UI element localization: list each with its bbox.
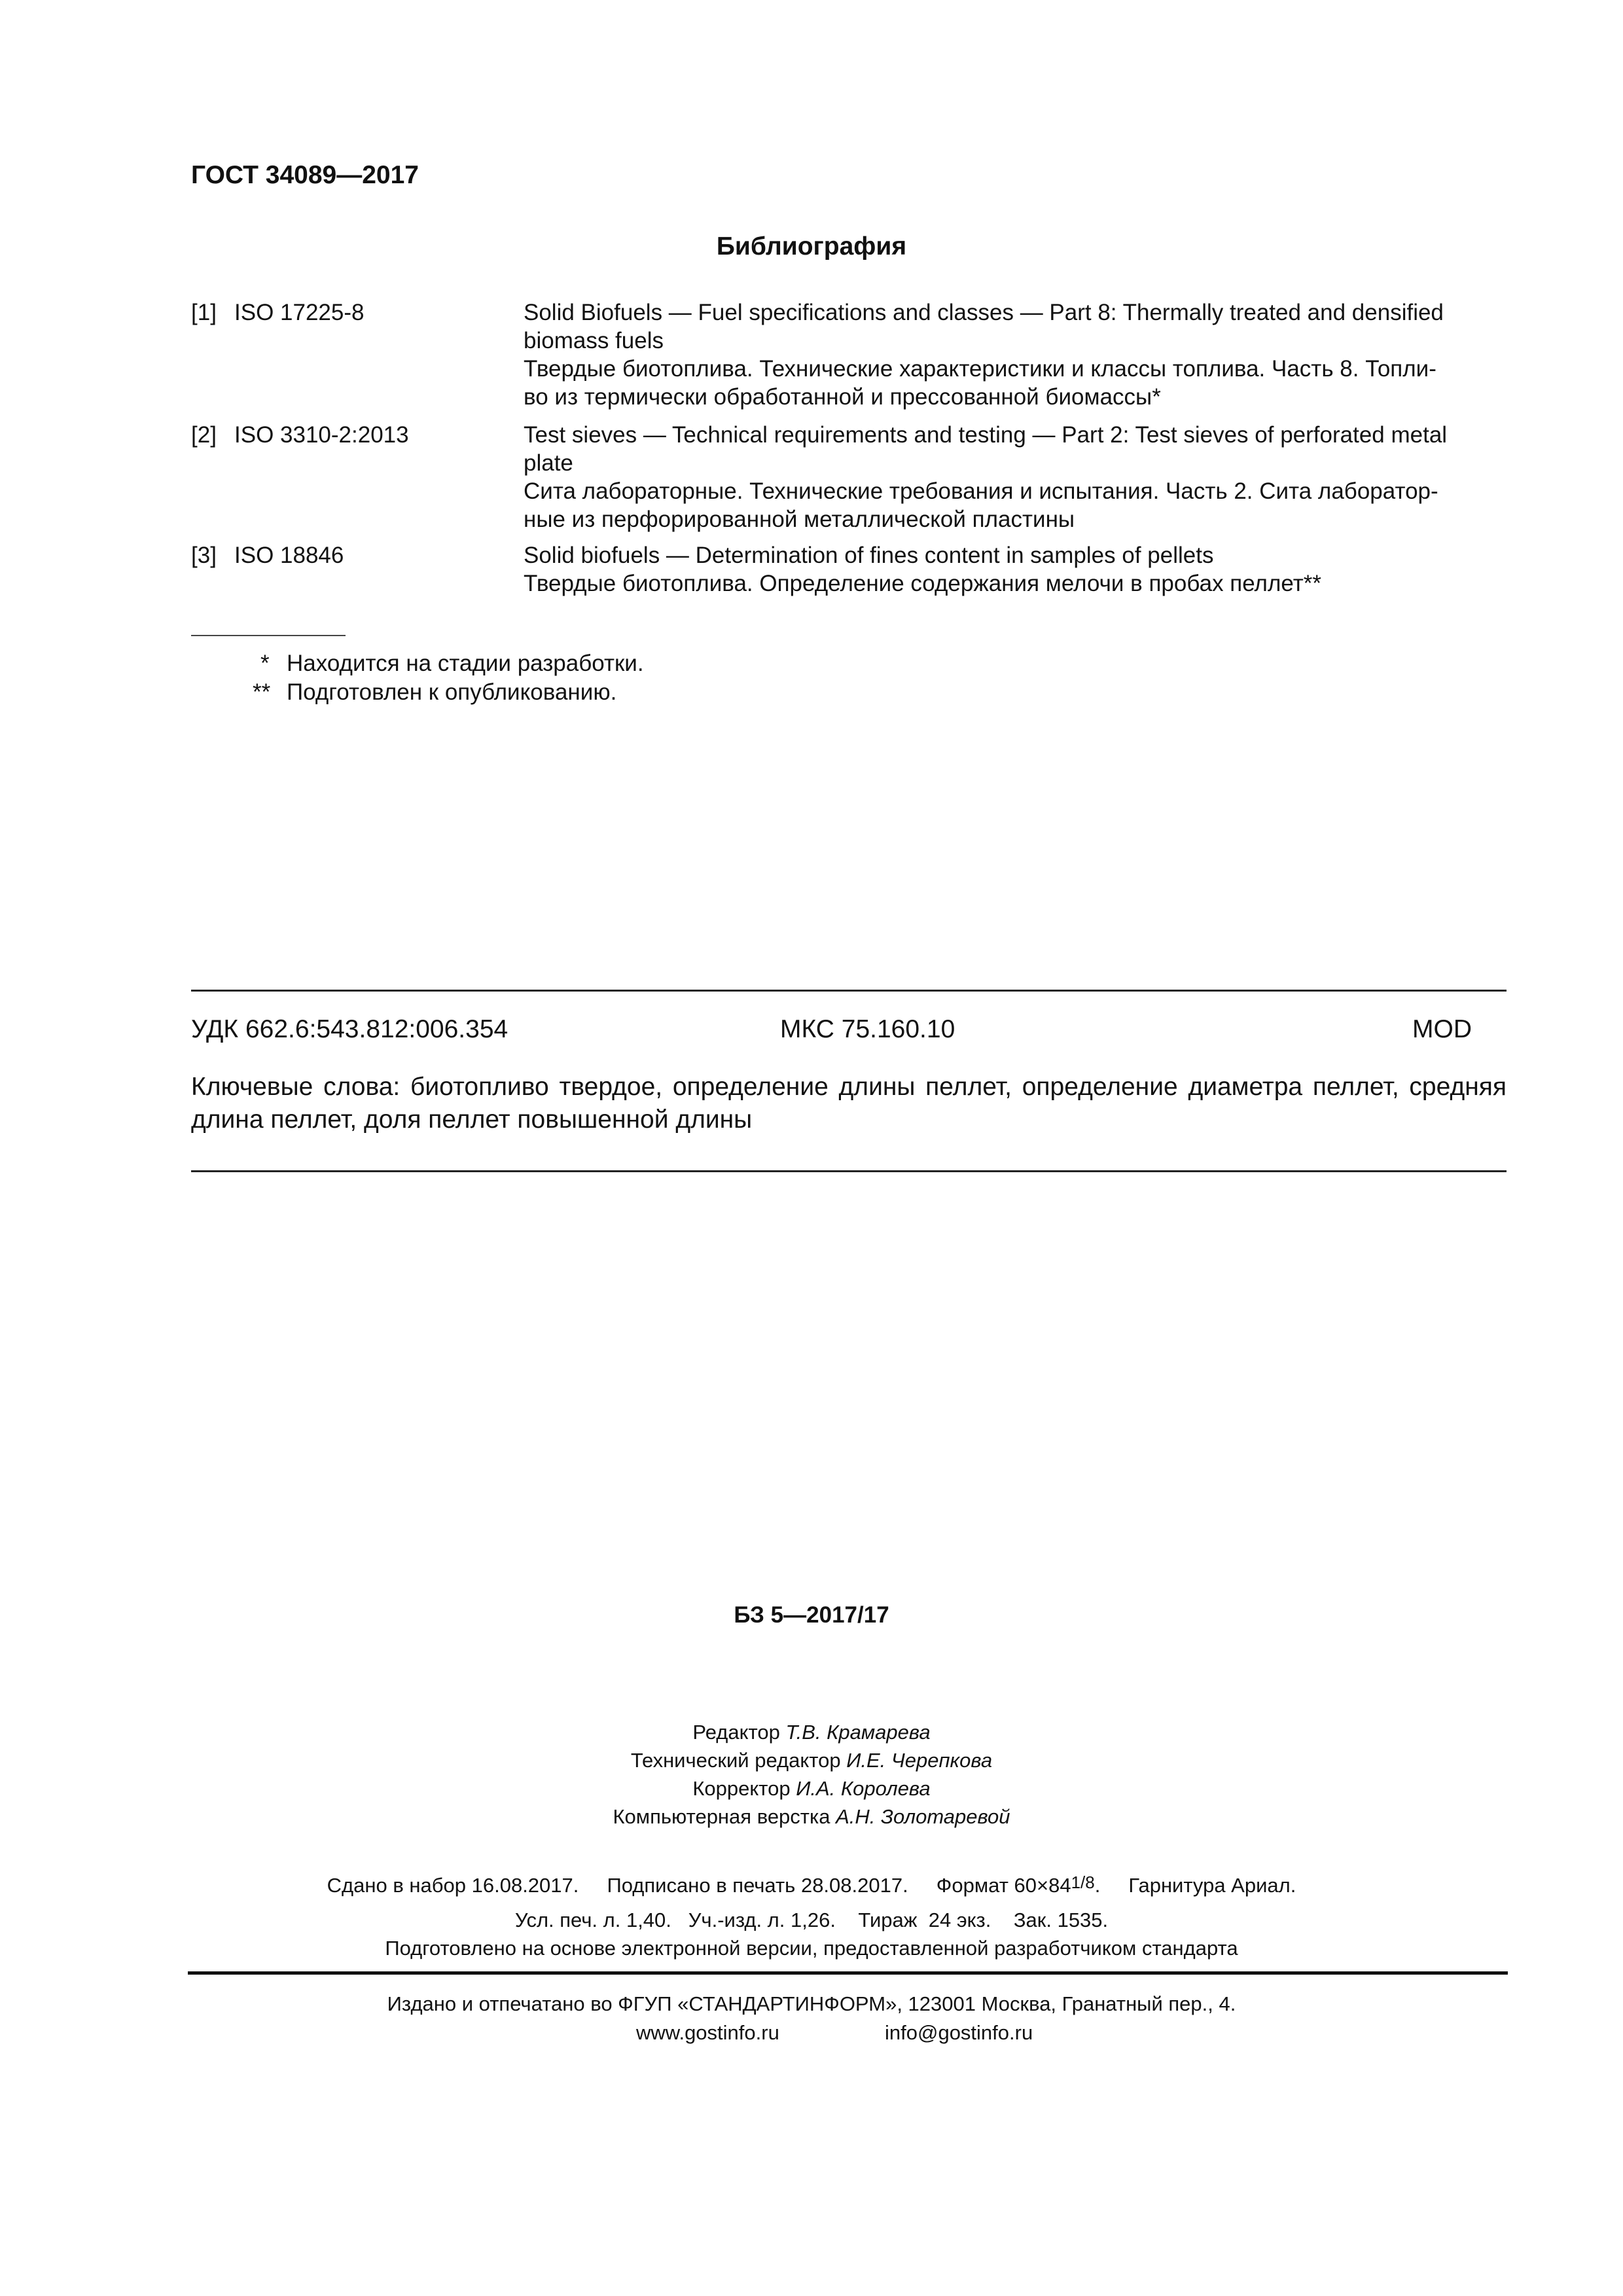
ref-line: Твердые биотоплива. Технические характеристики и классы топлива. Часть 8. Топли-: [524, 356, 1436, 382]
print-info-line: Сдано в набор 16.08.2017. Подписано в печать 28.08.2017. Формат 60×841/8. Гарнитура Ариал.: [0, 1869, 1623, 1899]
footnote-mark: **: [253, 679, 271, 705]
print-info-line: Подготовлено на основе электронной версии, предоставленной разработчиком стандарта: [385, 1937, 1238, 1960]
ref-line: Test sieves — Technical requirements and testing — Part 2: Test sieves of perforated metal: [524, 422, 1448, 448]
email-link[interactable]: info@gostinfo.ru: [885, 2021, 1033, 2044]
ref-line: Solid biofuels — Determination of fines content in samples of pellets: [524, 543, 1214, 568]
ref-line: Твердые биотоплива. Определение содержания мелочи в пробах пеллет**: [524, 571, 1321, 596]
document-code: ГОСТ 34089—2017: [191, 161, 419, 189]
ref-description: [524, 541, 1507, 598]
mks-code: МКС 75.160.10: [780, 1015, 955, 1043]
ref-number: [3]: [191, 543, 217, 568]
corrector-line: Корректор И.А. Королева: [692, 1777, 931, 1800]
ref-line: ные из перфорированной металлической пластины: [524, 507, 1075, 532]
editor-line: Редактор Т.В. Крамарева: [692, 1721, 931, 1744]
ref-line: Сита лабораторные. Технические требования и испытания. Часть 2. Сита лаборатор-: [524, 478, 1438, 504]
footnote-separator: [191, 635, 346, 636]
footnote-text: Находится на стадии разработки.: [287, 651, 644, 676]
publisher-line: Издано и отпечатано во ФГУП «СТАНДАРТИНФОРМ», 123001 Москва, Гранатный пер., 4.: [387, 1992, 1236, 2015]
credits: [0, 1718, 1623, 1831]
editor-name: Т.В. Крамарева: [785, 1721, 931, 1744]
ref-line: biomass fuels: [524, 328, 664, 353]
ref-number: [1]: [191, 300, 217, 325]
layout-line: Компьютерная верстка А.Н. Золотаревой: [613, 1805, 1010, 1828]
tech-editor-name: И.Е. Черепкова: [846, 1749, 993, 1772]
format-fraction: 1/8: [1071, 1873, 1095, 1892]
udk-code: УДК 662.6:543.812:006.354: [191, 1015, 508, 1043]
ref-description: [524, 298, 1507, 411]
ref-code: ISO 18846: [234, 543, 344, 568]
ref-line: Solid Biofuels — Fuel specifications and classes — Part 8: Thermally treated and densified: [524, 300, 1444, 325]
ref-line: во из термически обработанной и прессованной биомассы*: [524, 384, 1161, 410]
bz-code: БЗ 5—2017/17: [734, 1602, 889, 1628]
keywords: Ключевые слова: биотопливо твердое, определение длины пеллет, определение диаметра пеллет, средняя длина пеллет, доля пеллет повышенной длины: [191, 1073, 1507, 1134]
thick-divider: [188, 1971, 1508, 1975]
tech-editor-line: Технический редактор И.Е. Черепкова: [630, 1749, 993, 1772]
ref-line: plate: [524, 450, 573, 476]
mod-label: MOD: [1412, 1015, 1472, 1043]
divider: [191, 990, 1507, 992]
divider: [191, 1170, 1507, 1172]
footnote-mark: *: [260, 651, 270, 676]
website-link[interactable]: www.gostinfo.ru: [636, 2021, 779, 2044]
print-info-line: Усл. печ. л. 1,40. Уч.-изд. л. 1,26. Тираж 24 экз. Зак. 1535.: [514, 1909, 1109, 1931]
ref-number: [2]: [191, 422, 217, 448]
footnote-text: Подготовлен к опубликованию.: [287, 679, 617, 705]
ref-description: [524, 421, 1507, 533]
bibliography-title: Библиография: [716, 232, 907, 260]
corrector-name: И.А. Королева: [796, 1777, 931, 1800]
ref-code: ISO 17225-8: [234, 300, 365, 325]
layout-name: А.Н. Золотаревой: [836, 1805, 1010, 1828]
ref-code: ISO 3310-2:2013: [234, 422, 409, 448]
